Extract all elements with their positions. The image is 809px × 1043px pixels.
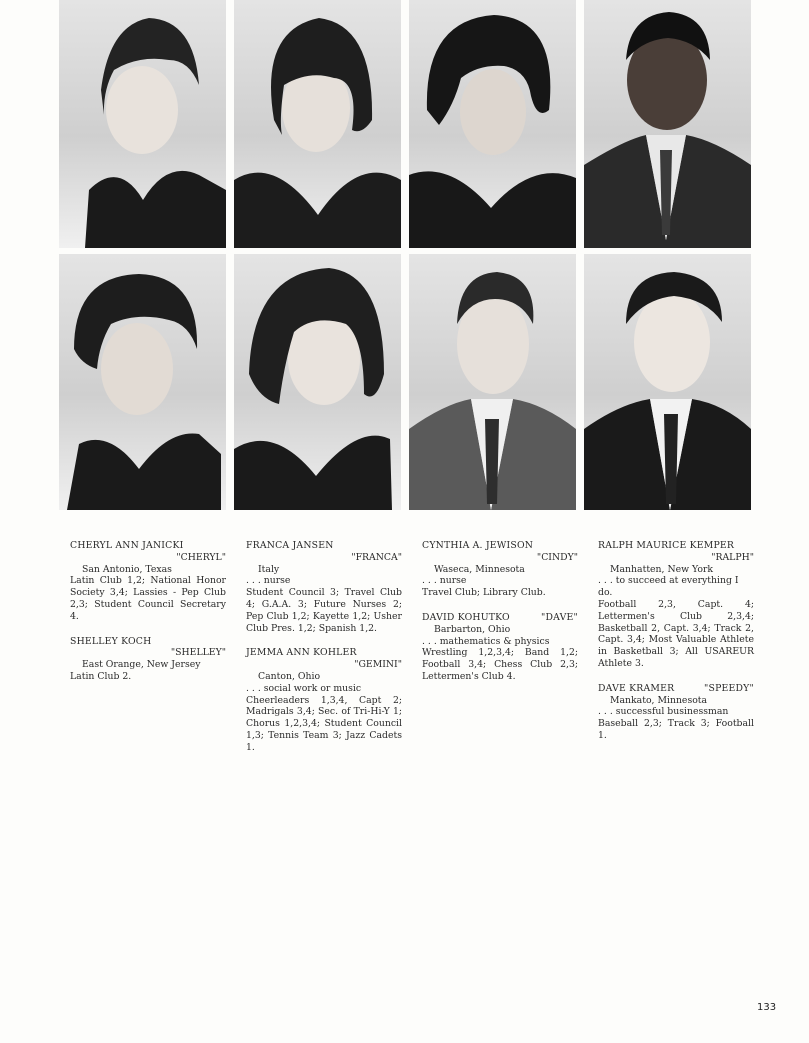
portrait-photo — [59, 254, 226, 510]
student-nickname: "CHERYL" — [176, 551, 226, 563]
student-hometown: East Orange, New Jersey — [82, 659, 201, 671]
entry-column — [246, 540, 402, 767]
student-entries — [70, 540, 754, 767]
student-name: SHELLEY KOCH — [70, 635, 152, 647]
portrait-boy-icon — [584, 0, 751, 248]
portrait-girl-icon — [409, 0, 576, 248]
student-activities: Cheerleaders 1,3,4, Capt 2; Madrigals 3,4; Sec. of Tri-Hi-Y 1; Chorus 1,2,3,4; Student Council 1,3; Tennis Team 3; Jazz Cadets 1. — [246, 694, 402, 753]
student-hometown: Barbarton, Ohio — [434, 623, 511, 635]
portrait-photo — [59, 0, 226, 248]
student-nickname: "GEMINI" — [354, 659, 402, 671]
student-hometown: Waseca, Minnesota — [434, 563, 525, 575]
student-goal: . . . successful businessman — [598, 706, 729, 718]
student-entry — [70, 636, 226, 683]
entry-column — [598, 540, 754, 767]
student-activities: Football 2,3, Capt. 4; Lettermen's Club 2,3,4; Basketball 2, Capt. 3,4; Track 2, Capt. 3,4; Most Valuable Athlete in Basketball 3; All USAREUR Athlete 3. — [598, 598, 754, 669]
entry-column — [70, 540, 226, 767]
student-entry — [598, 683, 754, 742]
student-nickname: "SPEEDY" — [704, 682, 754, 694]
portrait-photo — [409, 0, 576, 248]
student-activities: Student Council 3; Travel Club 4; G.A.A. 3; Future Nurses 2; Pep Club 1,2; Kayette 1,2; Usher Club Pres. 1,2; Spanish 1,2. — [246, 587, 402, 634]
student-hometown: Italy — [258, 563, 280, 575]
portrait-photo — [584, 0, 751, 248]
student-goal: . . . nurse — [246, 575, 291, 587]
portrait-photo — [234, 254, 401, 510]
portrait-grid — [59, 0, 753, 510]
student-name: JEMMA ANN KOHLER — [246, 647, 357, 659]
student-entry — [70, 540, 226, 623]
student-nickname: "DAVE" — [541, 611, 578, 623]
portrait-photo — [584, 254, 751, 510]
student-name: RALPH MAURICE KEMPER — [598, 540, 735, 551]
student-entry — [598, 540, 754, 670]
student-name-row — [422, 612, 578, 624]
entry-column — [422, 540, 578, 767]
student-nickname: "RALPH" — [711, 551, 754, 563]
student-entry — [246, 540, 402, 634]
student-nickname: "SHELLEY" — [170, 647, 226, 659]
student-goal: . . . mathematics & physics — [422, 635, 550, 647]
student-nickname: "CINDY" — [536, 551, 578, 563]
student-name: CYNTHIA A. JEWISON — [422, 540, 534, 551]
portrait-boy-icon — [584, 254, 751, 510]
portrait-girl-icon — [234, 254, 401, 510]
student-hometown: San Antonio, Texas — [82, 563, 172, 575]
student-hometown: Mankato, Minnesota — [610, 694, 708, 706]
student-nickname: "FRANCA" — [351, 551, 402, 563]
student-goal: . . . to succeed at everything I do. — [598, 575, 739, 599]
student-activities: Baseball 2,3; Track 3; Football 1. — [598, 718, 754, 741]
student-entry — [422, 540, 578, 599]
student-goal: . . . social work or music — [246, 682, 362, 694]
student-hometown: Manhatten, New York — [610, 563, 714, 575]
student-activities: Latin Club 1,2; National Honor Society 3,4; Lassies - Pep Club 2,3; Student Council Secretary 4. — [70, 575, 226, 622]
portrait-photo — [409, 254, 576, 510]
student-name: FRANCA JANSEN — [246, 540, 334, 551]
portrait-girl-icon — [234, 0, 401, 248]
student-name: DAVID KOHUTKO — [422, 611, 510, 623]
student-entry — [422, 612, 578, 683]
student-hometown: Canton, Ohio — [258, 670, 321, 682]
student-activities: Travel Club; Library Club. — [422, 587, 546, 599]
student-entry — [246, 647, 402, 753]
student-activities: Latin Club 2. — [70, 670, 132, 682]
student-name: DAVE KRAMER — [598, 682, 675, 694]
page-number: 133 — [757, 1002, 777, 1013]
student-name: CHERYL ANN JANICKI — [70, 540, 184, 551]
student-activities: Wrestling 1,2,3,4; Band 1,2; Football 3,4; Chess Club 2,3; Lettermen's Club 4. — [422, 647, 578, 682]
portrait-boy-icon — [409, 254, 576, 510]
student-name-row — [598, 683, 754, 695]
portrait-photo — [234, 0, 401, 248]
portrait-girl-icon — [59, 254, 226, 510]
student-goal: . . . nurse — [422, 575, 467, 587]
portrait-girl-icon — [59, 0, 226, 248]
